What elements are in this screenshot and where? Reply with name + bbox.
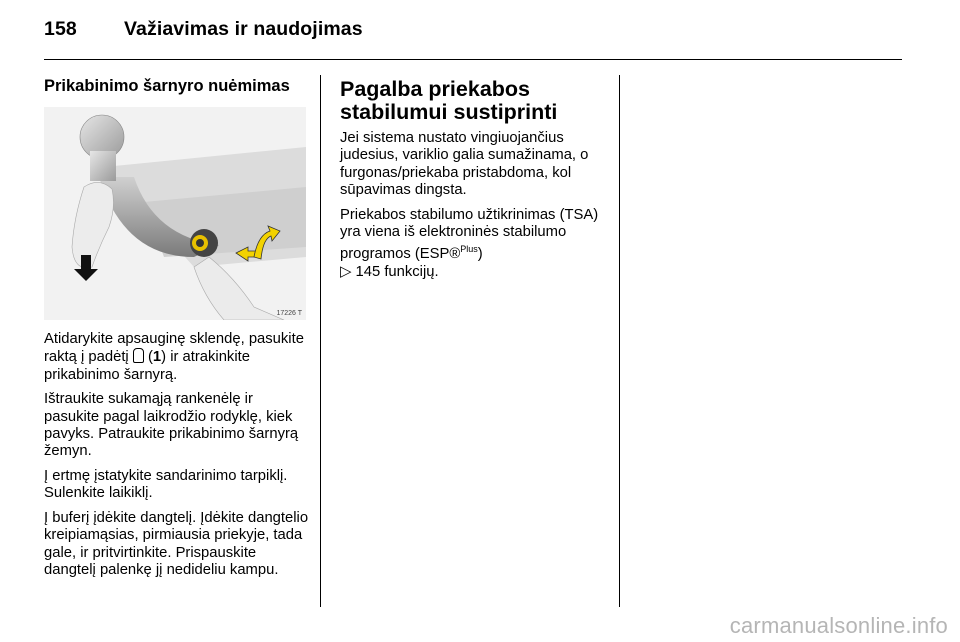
stability-paragraph-2-a: Priekabos stabilumo užtikrinimas (TSA) yra viena iš elektroninės stabilumo programos (ESP® <box>340 206 599 263</box>
stability-paragraph-2 <box>340 207 608 281</box>
figure-code: 17226 T <box>276 310 302 317</box>
column-divider-2 <box>619 75 620 607</box>
paragraph-1: Atidarykite apsauginę sklendę, pasukite raktą į padėtį (1) ir atrakinkite prikabinimo šarnyrą. <box>44 331 304 383</box>
stability-paragraph-2-b: ) <box>477 246 483 263</box>
tow-bar-illustration <box>44 107 306 320</box>
watermark: carmanualsonline.info <box>729 613 948 638</box>
paragraph-2: Ištraukite sukamąją rankenėlę ir pasukite pagal laikrodžio rodyklę, kiek pavyks. Patraukite prikabinimo šarnyrą žemyn. <box>44 391 299 460</box>
left-column <box>44 78 310 95</box>
stability-paragraph-1: Jei sistema nustato vingiuojančius judesius, variklio galia sumažinama, o furgonas/priekaba pristabdoma, kol sūpavimas dingsta. <box>340 130 589 198</box>
middle-column <box>340 78 608 288</box>
page-title: Važiavimas ir naudojimas <box>124 18 363 40</box>
header-rule <box>44 59 902 60</box>
paragraph-4: Į buferį įdėkite dangtelį. Įdėkite dangtelio kreipiamąsias, pirmiausia priekyje, tada gale, ir pritvirtinkite. Prispauskite dangtelį palenkę jį nedideliu kampu. <box>44 510 309 579</box>
paragraph-1-b: ir atrakinkite prikabinimo šarnyrą. <box>44 349 250 383</box>
page-header <box>44 18 363 41</box>
key-position-icon <box>133 348 144 363</box>
section-heading-trailer-stability: Pagalba priekabos stabilumui sustiprinti <box>340 77 558 124</box>
position-number: 1 <box>152 349 162 366</box>
page-number: 158 <box>44 18 77 40</box>
plus-superscript: Plus <box>460 244 478 255</box>
left-column-text <box>44 331 310 587</box>
tow-bar-drawing <box>44 107 306 320</box>
page-reference[interactable]: 145 funkcijų. <box>355 263 439 280</box>
paragraph-3: Į ertmę įstatykite sandarinimo tarpiklį. Sulenkite laikiklį. <box>44 468 288 502</box>
section-heading-tow-bar-removal: Prikabinimo šarnyro nuėmimas <box>44 77 290 95</box>
reference-arrow-icon: ▷ <box>340 263 352 280</box>
paragraph-1-a: Atidarykite apsauginę sklendę, pasukite raktą į padėtį <box>44 331 304 366</box>
column-divider-1 <box>320 75 321 607</box>
